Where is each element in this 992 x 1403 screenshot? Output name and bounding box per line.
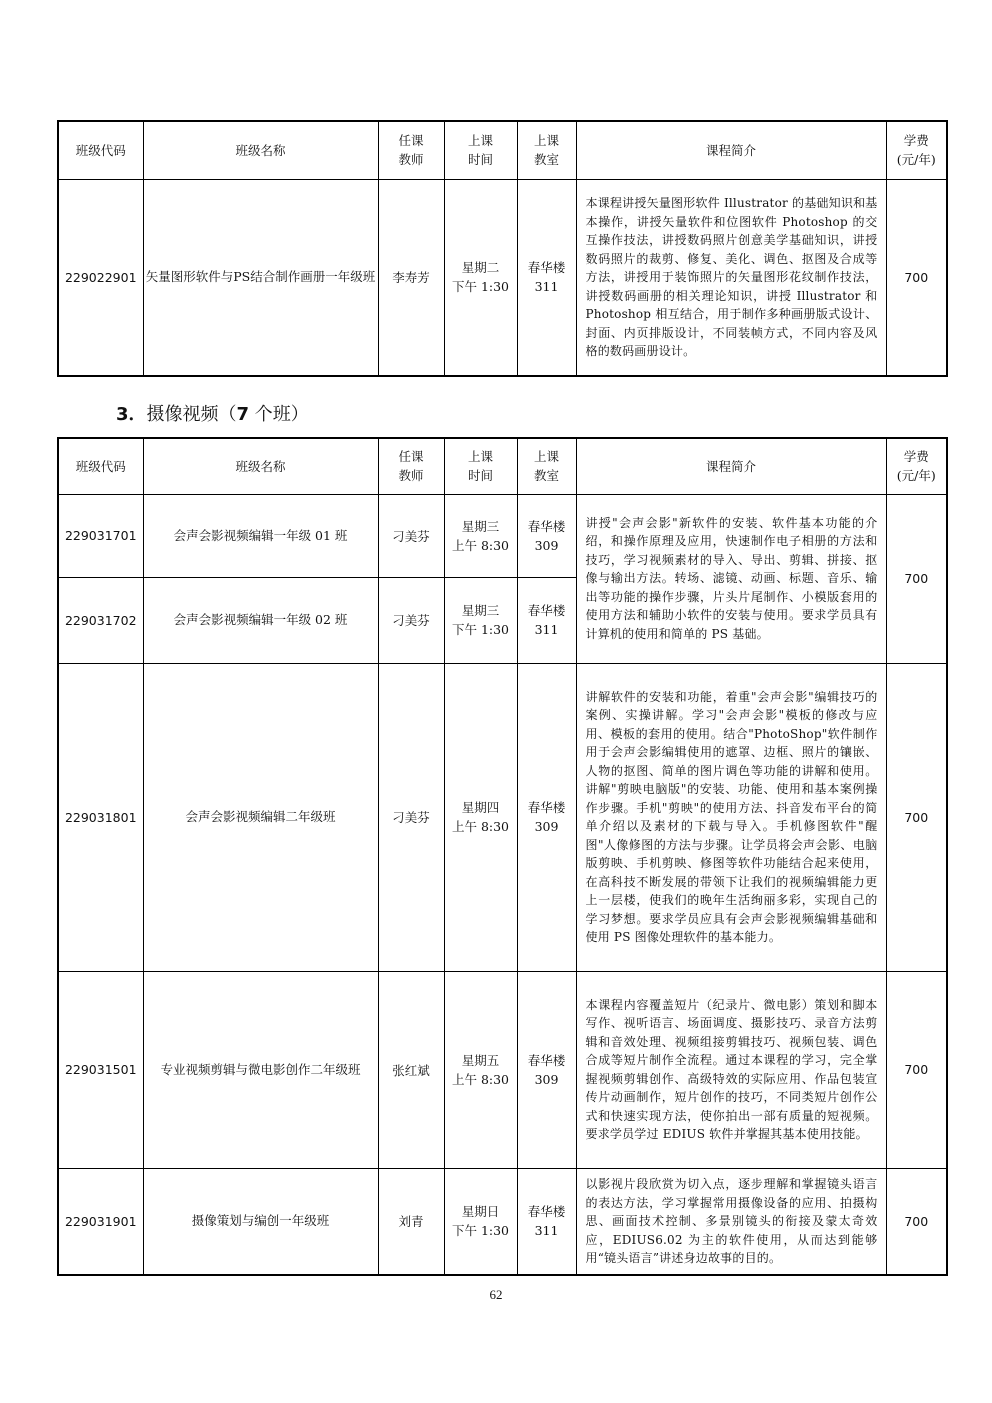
header-fee: 学费 (元/年) [886,438,947,494]
class-code: 229031702 [58,577,143,663]
course-description: 本课程内容覆盖短片（纪录片、微电影）策划和脚本写作、视听语言、场面调度、摄影技巧、录音方法剪辑和音效处理、视频组接剪辑技巧、视频包装、调色合成等短片制作全流程。通过本课程的学习，完全掌握视频剪辑创作、高级特效的实际应用、作品包装宣传片动画制作，短片创作的技巧，不同类短片创作公式和快速实现方法，使你拍出一部有质量的短视频。要求学员学过 EDIUS 软件并掌握其基本使用技能。 [576,971,886,1168]
teacher: 张红斌 [378,971,444,1168]
class-code: 229031901 [58,1168,143,1275]
page-number: 62 [489,1287,503,1302]
classroom: 春华楼 309 [517,663,576,971]
class-name: 矢量图形软件与PS结合制作画册一年级班 [143,179,378,376]
course-description: 讲授"会声会影"新软件的安装、软件基本功能的介绍，和操作原理及应用，快速制作电子相册的方法和技巧，学习视频素材的导入、导出、剪辑、拼接、抠像与输出方法。转场、滤镜、动画、标题、音乐、输出等功能的操作步骤，片头片尾制作、小模版套用的使用方法和辅助小软件的安装与使用。要求学员具有计算机的使用和简单的 PS 基础。 [576,494,886,663]
table-header-row [58,121,947,179]
tuition-fee: 700 [886,663,947,971]
tuition-fee: 700 [886,971,947,1168]
header-time: 上课 时间 [444,121,517,179]
classroom: 春华楼 311 [517,577,576,663]
tuition-fee: 700 [886,494,947,663]
course-description: 讲解软件的安装和功能，着重"会声会影"编辑技巧的案例、实操讲解。学习"会声会影"模板的修改与应用、模板的套用的使用。结合"PhotoShop"软件制作用于会声会影编辑使用的遮罩、边框、照片的镶嵌、人物的抠图、简单的图片调色等功能的讲解和使用。讲解"剪映电脑版"的安装、功能、使用和基本案例操作步骤。手机"剪映"的使用方法、抖音发布平台的简单介绍以及素材的下载与导入。手机修图软件"醒图"人像修图的方法与步骤。让学员将会声会影、电脑版剪映、手机剪映、修图等软件功能结合起来使用，在高科技不断发展的带领下让我们的视频编辑能力更上一层楼，使我们的晚年生活绚丽多彩，实现自己的学习梦想。要求学员应具有会声会影视频编辑基础和使用 PS 图像处理软件的基本能力。 [576,663,886,971]
class-name: 摄像策划与编创一年级班 [143,1168,378,1275]
classroom: 春华楼 309 [517,494,576,577]
class-time: 星期日 下午 1:30 [444,1168,517,1275]
table-row [58,494,947,577]
class-code: 229031701 [58,494,143,577]
tuition-fee: 700 [886,1168,947,1275]
header-time: 上课 时间 [444,438,517,494]
class-name: 会声会影视频编辑一年级 01 班 [143,494,378,577]
class-time: 星期三 上午 8:30 [444,494,517,577]
table-row [58,663,947,971]
header-room: 上课 教室 [517,121,576,179]
table-row [58,179,947,376]
class-code: 229031801 [58,663,143,971]
class-code: 229031501 [58,971,143,1168]
class-time: 星期五 上午 8:30 [444,971,517,1168]
tuition-fee: 700 [886,179,947,376]
classroom: 春华楼 309 [517,971,576,1168]
teacher: 刘青 [378,1168,444,1275]
header-name: 班级名称 [143,121,378,179]
teacher: 刁美芬 [378,663,444,971]
classroom: 春华楼 311 [517,179,576,376]
teacher: 刁美芬 [378,577,444,663]
header-teacher: 任课 教师 [378,121,444,179]
course-table-1 [57,120,948,377]
header-desc: 课程简介 [576,121,886,179]
teacher: 李寿芳 [378,179,444,376]
class-name: 会声会影视频编辑二年级班 [143,663,378,971]
class-time: 星期三 下午 1:30 [444,577,517,663]
course-description: 本课程讲授矢量图形软件 Illustrator 的基础知识和基本操作，讲授矢量软件和位图软件 Photoshop 的交互操作技法，讲授数码照片创意美学基础知识，讲授数码照片的裁剪、修复、美化、调色、抠图及合成等方法，讲授用于装饰照片的矢量图形花纹制作技法，讲授数码画册的相关理论知识，讲授 Illustrator 和 Photoshop 相互结合，用于制作多种画册版式设计、封面、内页排版设计，不同装帧方式，不同内容及风格的数码画册设计。 [576,179,886,376]
classroom: 春华楼 311 [517,1168,576,1275]
teacher: 刁美芬 [378,494,444,577]
header-name: 班级名称 [143,438,378,494]
class-name: 专业视频剪辑与微电影创作二年级班 [143,971,378,1168]
class-time: 星期二 下午 1:30 [444,179,517,376]
course-description: 以影视片段欣赏为切入点，逐步理解和掌握镜头语言的表达方法，学习掌握常用摄像设备的应用、拍摄构思、画面技术控制、多景别镜头的衔接及蒙太奇效应，EDIUS6.02 为主的软件使用，从而达到能够用“镜头语言”讲述身边故事的目的。 [576,1168,886,1275]
table-row [58,971,947,1168]
course-table-2 [57,437,948,1276]
header-code: 班级代码 [58,438,143,494]
header-fee: 学费 (元/年) [886,121,947,179]
header-desc: 课程简介 [576,438,886,494]
table-header-row [58,438,947,494]
header-room: 上课 教室 [517,438,576,494]
header-code: 班级代码 [58,121,143,179]
table-row [58,1168,947,1275]
section-title: 3．摄像视频（7 个班） [116,404,309,425]
class-code: 229022901 [58,179,143,376]
class-time: 星期四 上午 8:30 [444,663,517,971]
class-name: 会声会影视频编辑一年级 02 班 [143,577,378,663]
header-teacher: 任课 教师 [378,438,444,494]
